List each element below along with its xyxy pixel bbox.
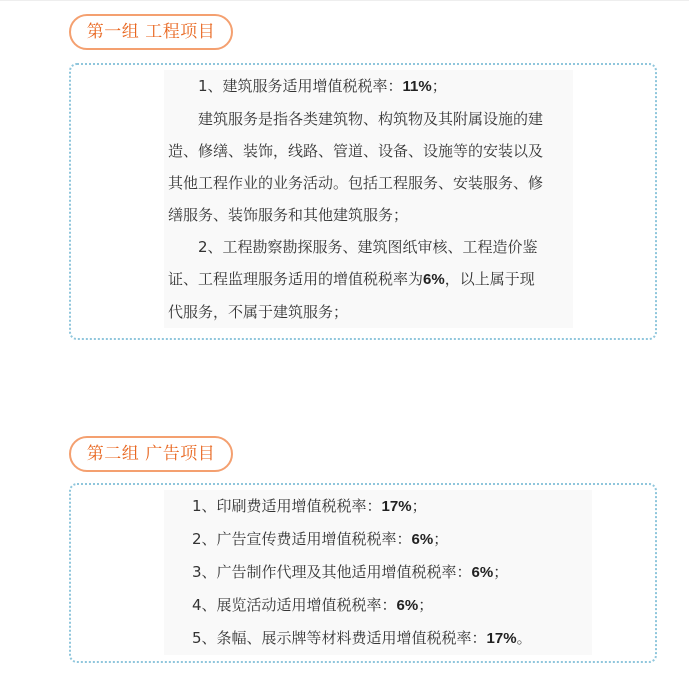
engineering-content	[164, 70, 573, 328]
item-punctuation: ；	[418, 596, 434, 614]
engineering-item-1-desc-line-2: 造、修缮、装饰，线路、管道、设备、设施等的安装以及	[168, 142, 544, 160]
advertising-item-2	[192, 523, 592, 556]
tax-rate: 6%	[471, 564, 494, 581]
advertising-item-5	[192, 622, 592, 655]
tax-rate: 6%	[423, 271, 445, 288]
section-label-advertising: 第二组 广告项目	[69, 436, 233, 472]
item-text: 1、建筑服务适用增值税税率：	[198, 77, 403, 95]
advertising-item-4	[192, 589, 592, 622]
advertising-content	[164, 490, 592, 655]
advertising-item-3	[192, 556, 592, 589]
item-text: 4、展览活动适用增值税税率：	[192, 596, 397, 614]
item-punctuation: ；	[411, 497, 427, 515]
engineering-item-1-desc-line-4: 缮服务、装饰服务和其他建筑服务；	[168, 206, 409, 224]
item-punctuation: ；	[433, 530, 449, 548]
item-punctuation: 。	[516, 629, 532, 647]
item-text: 1、印刷费适用增值税税率：	[192, 497, 382, 515]
engineering-item-1-desc-line-1: 建筑服务是指各类建筑物、构筑物及其附属设施的建	[198, 110, 544, 128]
item-text: 3、广告制作代理及其他适用增值税税率：	[192, 563, 472, 581]
tax-rate: 6%	[411, 531, 434, 548]
item-punctuation: ；	[493, 563, 509, 581]
item-text: 5、条幅、展示牌等材料费适用增值税税率：	[192, 629, 487, 647]
engineering-item-2-line-3: 代服务，不属于建筑服务；	[168, 303, 349, 321]
top-divider	[0, 0, 689, 1]
tax-rate: 17%	[486, 630, 517, 647]
item-punctuation: ；	[431, 77, 447, 95]
engineering-item-2-line-1: 2、工程勘察勘探服务、建筑图纸审核、工程造价鉴	[198, 238, 538, 256]
tax-rate: 11%	[402, 78, 432, 95]
item-text: 证、工程监理服务适用的增值税税率为	[168, 270, 424, 288]
tax-rate: 17%	[381, 498, 412, 515]
engineering-item-2-line-2	[168, 263, 573, 296]
engineering-item-1-desc-line-3: 其他工程作业的业务活动。包括工程服务、安装服务、修	[168, 174, 544, 192]
engineering-item-1	[168, 70, 573, 103]
item-text-end: ，以上属于现	[444, 270, 535, 288]
tax-rate: 6%	[396, 597, 419, 614]
item-text: 2、广告宣传费适用增值税税率：	[192, 530, 412, 548]
advertising-item-1	[192, 490, 592, 523]
section-label-engineering: 第一组 工程项目	[69, 14, 233, 50]
